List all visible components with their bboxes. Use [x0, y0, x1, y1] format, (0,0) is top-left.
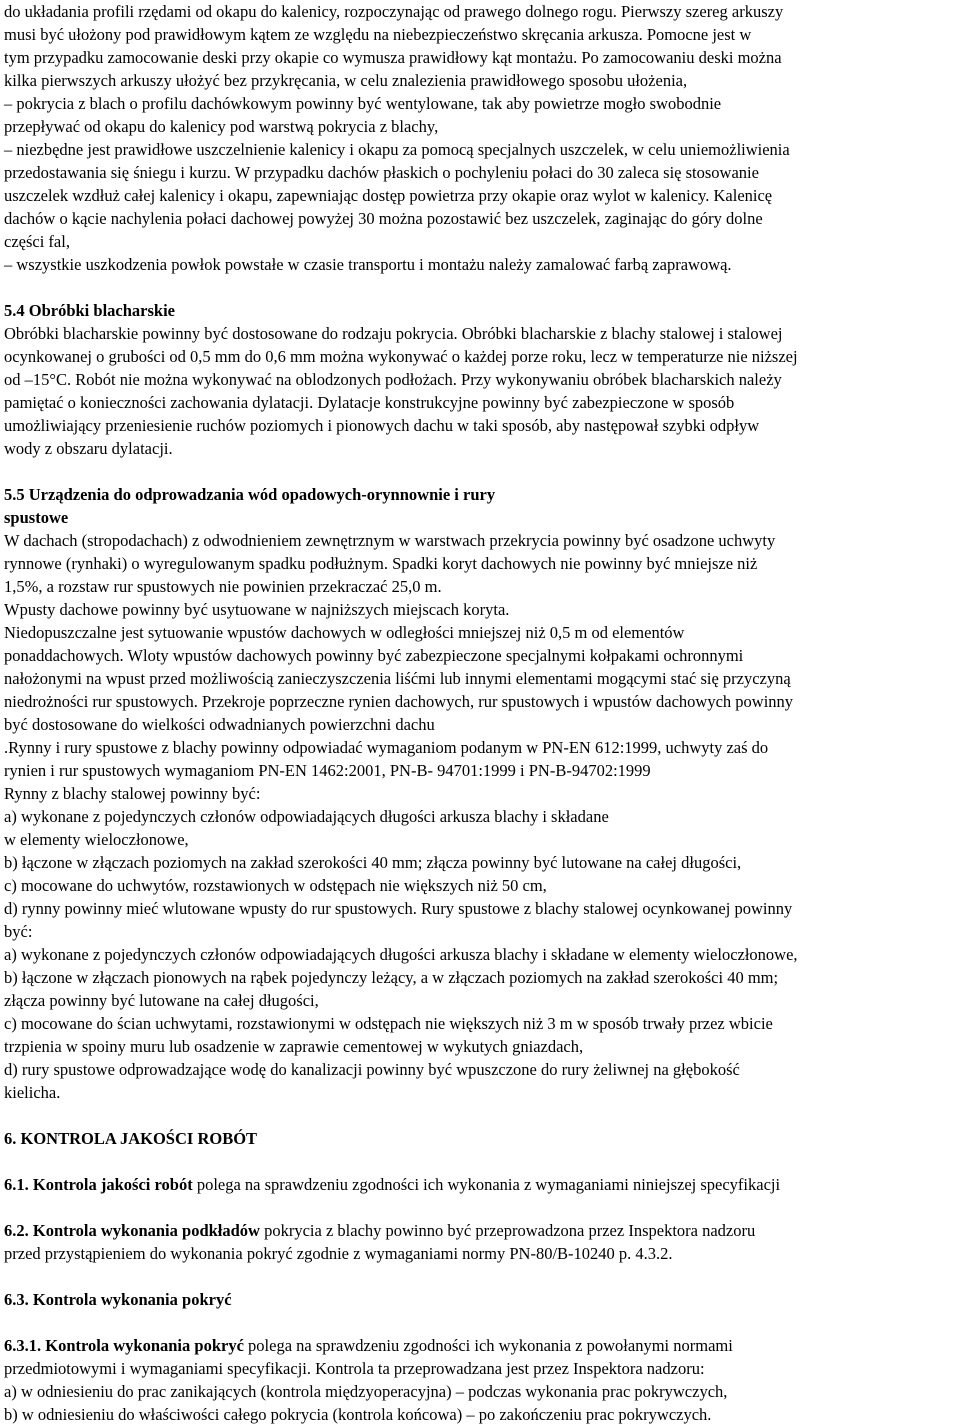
- section-5-5-heading-line2: spustowe: [4, 508, 69, 527]
- text-line: niedrożności rur spustowych. Przekroje poprzeczne rynien dachowych, rur spustowych i wpustów dachowych powinny: [4, 692, 794, 711]
- spacer: [4, 276, 956, 299]
- text-line: a) wykonane z pojedynczych członów odpowiadających długości arkusza blachy i składane: [4, 807, 609, 826]
- text-line: uszczelek wzdłuż całej kalenicy i okapu, zapewniając dostęp powietrza przy okapie oraz wylot w kalenicy. Kalenicę: [4, 186, 773, 205]
- text-line: trzpienia w spoiny muru lub osadzenie w zaprawie cementowej w wykutych gniazdach,: [4, 1037, 584, 1056]
- text-line: b) łączone w złączach pionowych na rąbek pojedynczy leżący, a w złączach poziomych na zakład szerokości 40 mm;: [4, 968, 779, 987]
- section-5-4-heading: 5.4 Obróbki blacharskie: [4, 301, 175, 320]
- text-line: być:: [4, 922, 33, 941]
- text-line: c) mocowane do uchwytów, rozstawionych w odstępach nie większych niż 50 cm,: [4, 876, 547, 895]
- text-line: pamiętać o konieczności zachowania dylatacji. Dylatacje konstrukcyjne powinny być zabezpieczone w sposób: [4, 393, 735, 412]
- text-line: W dachach (stropodachach) z odwodnieniem zewnętrznym w warstwach przekrycia powinny być osadzone uchwyty: [4, 531, 776, 550]
- text-line: Niedopuszczalne jest sytuowanie wpustów dachowych w odległości mniejszej niż 0,5 m od elementów: [4, 623, 685, 642]
- text-line: ocynkowanej o grubości od 0,5 mm do 0,6 mm można wykonywać o każdej porze roku, lecz w temperaturze nie niższej: [4, 347, 798, 366]
- spacer: [4, 1196, 956, 1219]
- text-line: – niezbędne jest prawidłowe uszczelnienie kalenicy i okapu za pomocą specjalnych uszczelek, w celu uniemożliwienia: [4, 140, 790, 159]
- text-line: – pokrycia z blach o profilu dachówkowym powinny być wentylowane, tak aby powietrze mogło swobodnie: [4, 94, 722, 113]
- text-line: b) łączone w złączach poziomych na zakład szerokości 40 mm; złącza powinny być lutowane na całej długości,: [4, 853, 742, 872]
- text-line: kilka pierwszych arkuszy ułożyć bez przykręcania, w celu znalezienia prawidłowego sposobu ułożenia,: [4, 71, 688, 90]
- section-6-3-heading: 6.3. Kontrola wykonania pokryć: [4, 1290, 232, 1309]
- text-line: rynien i rur spustowych wymaganiom PN-EN 1462:2001, PN-B- 94701:1999 i PN-B-94702:1999: [4, 761, 651, 780]
- section-6-1-text: polega na sprawdzeniu zgodności ich wykonania z wymaganiami niniejszej specyfikacji: [192, 1175, 781, 1194]
- text-line: d) rury spustowe odprowadzające wodę do kanalizacji powinny być wpuszczone do rury żeliwnej na głębokość: [4, 1060, 740, 1079]
- text-line: w elementy wieloczłonowe,: [4, 830, 189, 849]
- text-line: Wpusty dachowe powinny być usytuowane w najniższych miejscach koryta.: [4, 600, 510, 619]
- section-6-1-label: 6.1. Kontrola jakości robót: [4, 1175, 193, 1194]
- section-6-3-1-text: polega na sprawdzeniu zgodności ich wykonania z powołanymi normami: [243, 1336, 733, 1355]
- section-6-3-1-paragraph: [4, 1357, 956, 1426]
- section-5-5-heading-line1: 5.5 Urządzenia do odprowadzania wód opadowych-orynnownie i rury: [4, 485, 496, 504]
- spacer: [4, 1265, 956, 1288]
- text-line: umożliwiający przeniesienie ruchów poziomych i pionowych dachu w taki sposób, aby następował szybki odpływ: [4, 416, 760, 435]
- text-line: b) w odniesieniu do właściwości całego pokrycia (kontrola końcowa) – po zakończeniu prac pokrywczych.: [4, 1405, 712, 1424]
- text-line: od –15°C. Robót nie można wykonywać na oblodzonych podłożach. Przy wykonywaniu obróbek blacharskich należy: [4, 370, 782, 389]
- section-6-1-line: [4, 1173, 956, 1196]
- text-line: tym przypadku zamocowanie deski przy okapie co wymusza prawidłowy kąt montażu. Po zamocowaniu deski można: [4, 48, 782, 67]
- text-line: do układania profili rzędami od okapu do kalenicy, rozpoczynając od prawego dolnego rogu. Pierwszy szereg arkuszy: [4, 2, 784, 21]
- section-6-2-line: [4, 1219, 956, 1242]
- section-6-2-label: 6.2. Kontrola wykonania podkładów: [4, 1221, 260, 1240]
- spacer: [4, 1150, 956, 1173]
- text-line: przedostawania się śniegu i kurzu. W przypadku dachów płaskich o pochyleniu połaci do 30 zaleca się stosowanie: [4, 163, 759, 182]
- spacer: [4, 1311, 956, 1334]
- text-line: musi być ułożony pod prawidłowym kątem ze względu na niebezpieczeństwo skręcania arkusza. Pomocne jest w: [4, 25, 752, 44]
- section-6-2-line2: przed przystąpieniem do wykonania pokryć zgodnie z wymaganiami normy PN-80/B-10240 p. 4.3.2.: [4, 1244, 673, 1263]
- text-line: .Rynny i rury spustowe z blachy powinny odpowiadać wymaganiom podanym w PN-EN 612:1999, uchwyty zaś do: [4, 738, 769, 757]
- text-line: części fal,: [4, 232, 70, 251]
- text-line: ponaddachowych. Wloty wpustów dachowych powinny być zabezpieczone specjalnymi kołpakami ochronnymi: [4, 646, 744, 665]
- spacer: [4, 460, 956, 483]
- text-line: – wszystkie uszkodzenia powłok powstałe w czasie transportu i montażu należy zamalować farbą zaprawową.: [4, 255, 732, 274]
- spacer: [4, 1104, 956, 1127]
- text-line: rynnowe (rynhaki) o wyregulowanym spadku podłużnym. Spadki koryt dachowych nie powinny być mniejsze niż: [4, 554, 758, 573]
- text-line: przepływać od okapu do kalenicy pod warstwą pokrycia z blachy,: [4, 117, 439, 136]
- section-6-heading: 6. KONTROLA JAKOŚCI ROBÓT: [4, 1129, 258, 1148]
- section-5-4-paragraph: [4, 322, 956, 460]
- text-line: kielicha.: [4, 1083, 61, 1102]
- text-line: złącza powinny być lutowane na całej długości,: [4, 991, 319, 1010]
- text-line: przedmiotowymi i wymaganiami specyfikacji. Kontrola ta przeprowadzana jest przez Inspektora nadzoru:: [4, 1359, 705, 1378]
- text-line: a) w odniesieniu do prac zanikających (kontrola międzyoperacyjna) – podczas wykonania prac pokrywczych,: [4, 1382, 728, 1401]
- section-6-3-1-line: [4, 1334, 956, 1357]
- text-line: dachów o kącie nachylenia połaci dachowej powyżej 30 można pozostawić bez uszczelek, zaginając do góry dolne: [4, 209, 763, 228]
- text-line: a) wykonane z pojedynczych członów odpowiadających długości arkusza blachy i składane w elementy wieloczłonowe,: [4, 945, 798, 964]
- text-line: być dostosowane do wielkości odwadnianych powierzchni dachu: [4, 715, 435, 734]
- section-6-2-text: pokrycia z blachy powinno być przeprowadzona przez Inspektora nadzoru: [259, 1221, 756, 1240]
- text-line: wody z obszaru dylatacji.: [4, 439, 173, 458]
- section-5-5-paragraph: [4, 529, 956, 1104]
- text-line: 1,5%, a rozstaw rur spustowych nie powinien przekraczać 25,0 m.: [4, 577, 442, 596]
- section-6-3-1-label: 6.3.1. Kontrola wykonania pokryć: [4, 1336, 244, 1355]
- text-line: c) mocowane do ścian uchwytami, rozstawionymi w odstępach nie większych niż 3 m w sposób trwały przez wbicie: [4, 1014, 773, 1033]
- text-line: nałożonymi na wpust przed możliwością zanieczyszczenia liśćmi lub innymi elementami mogącymi stać się przyczyną: [4, 669, 791, 688]
- text-line: Obróbki blacharskie powinny być dostosowane do rodzaju pokrycia. Obróbki blacharskie z blachy stalowej i stalowej: [4, 324, 783, 343]
- text-line: d) rynny powinny mieć wlutowane wpusty do rur spustowych. Rury spustowe z blachy stalowej ocynkowanej powinny: [4, 899, 793, 918]
- text-line: Rynny z blachy stalowej powinny być:: [4, 784, 261, 803]
- intro-paragraph: [4, 0, 956, 276]
